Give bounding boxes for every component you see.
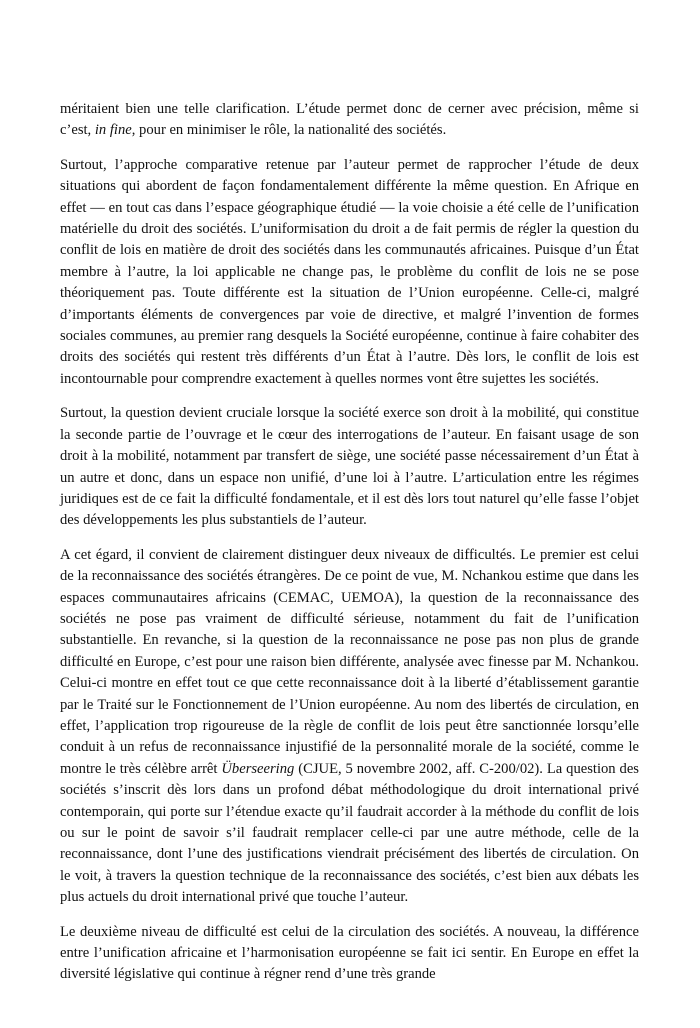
paragraph-1-text-end: , pour en minimiser le rôle, la nationalité des sociétés. <box>131 122 447 139</box>
paragraph-4-text-end: (CJUE, 5 novembre 2002, aff. C-200/02). La question des sociétés s’inscrit dès lors dans un profond débat méthodologique du droit international privé contemporain, qui porte sur l’étendue exacte qu’il faudrait accorder à la méthode du conflit de lois ou sur le point de savoir s’il faudrait remplacer celle-ci par une autre méthode, celle de la reconnaissance, dont l’une des justifications viendrait précisément des libertés de circulation. On le voit, à travers la question technique de la reconnaissance des sociétés, c’est bien aux débats les plus actuels du droit international privé que touche l’auteur. <box>60 760 639 906</box>
paragraph-1-italic-term: in fine <box>94 122 132 139</box>
paragraph-1-text-start: méritaient bien une telle clarification. L’étude permet donc de cerner avec précision, même si c’est, <box>60 101 639 139</box>
paragraph-4-text-start: A cet égard, il convient de clairement distinguer deux niveaux de difficultés. Le premier est celui de la reconnaissance des sociétés étrangères. De ce point de vue, M. Nchankou estime que dans les espaces communautaires africains (CEMAC, UEMOA), la question de la reconnaissance des sociétés ne pose pas vraiment de difficulté sérieuse, notamment du fait de l’unification substantielle. En revanche, si la question de la reconnaissance ne pose pas non plus de grande difficulté en Europe, c’est pour une raison bien différente, analysée avec finesse par M. Nchankou. Celui-ci montre en effet tout ce que cette reconnaissance doit à la liberté d’établissement garantie par le Traité sur le Fonctionnement de l’Union européenne. Au nom des libertés de circulation, en effet, l’application trop rigoureuse de la règle de conflit de lois peut être sanctionnée lorsqu’elle conduit à un refus de reconnaissance injustifié de la personnalité morale de la société, comme le montre le très célèbre arrêt <box>60 546 639 777</box>
paragraph-3: Surtout, la question devient cruciale lorsque la société exerce son droit à la mobilité, qui constitue la seconde partie de l’ouvrage et le cœur des interrogations de l’auteur. En faisant usage de son droit à la mobilité, notamment par transfert de siège, une société passe nécessairement d’un État à un autre et donc, dans un espace non unifié, d’une loi à l’autre. L’articulation entre les régimes juridiques est de ce fait la difficulté fondamentale, et il est dès lors tout naturel qu’elle fasse l’objet des développements les plus substantiels de l’auteur. <box>60 405 639 529</box>
paragraph-4 <box>60 545 639 909</box>
paragraph-5: Le deuxième niveau de difficulté est celui de la circulation des sociétés. A nouveau, la différence entre l’unification africaine et l’harmonisation européenne se fait ici sentir. En Europe en effet la diversité législative qui continue à régner rend d’une très grande <box>60 923 639 983</box>
paragraph-2: Surtout, l’approche comparative retenue par l’auteur permet de rapprocher l’étude de deux situations qui abordent de façon fondamentalement différente la même question. En Afrique en effet — en tout cas dans l’espace géographique étudié — la voie choisie a été celle de l’unification matérielle du droit des sociétés. L’uniformisation du droit a de fait permis de régler la question du conflit de lois en matière de droit des sociétés dans les communautés africaines. Puisque d’un État membre à l’autre, la loi applicable ne change pas, le problème du conflit de lois ne se pose théoriquement pas. Toute différente est la situation de l’Union européenne. Celle-ci, malgré d’importants éléments de convergences par voie de directive, et malgré l’invention de formes sociales communes, au premier rang desquels la Société européenne, continue à faire cohabiter des droits des sociétés qui restent très différents d’un État à l’autre. Dès lors, le conflit de lois est incontournable pour comprendre exactement à quelles normes vont être sujettes les sociétés. <box>60 156 639 387</box>
paragraph-4-case-name: Überseering <box>221 760 295 777</box>
document-page <box>60 99 639 999</box>
paragraph-1 <box>60 99 639 142</box>
